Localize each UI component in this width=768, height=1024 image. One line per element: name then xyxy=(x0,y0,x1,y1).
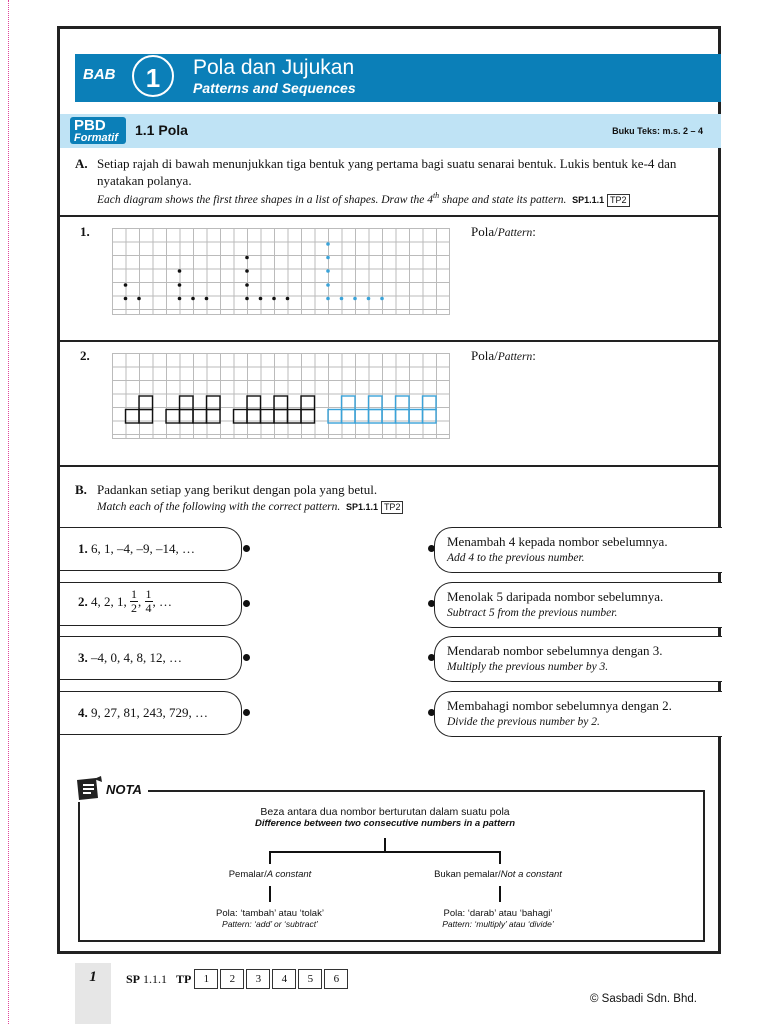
page-number: 1 xyxy=(89,969,97,985)
pattern-text-ms: Mendarab nombor sebelumnya dengan 3. xyxy=(447,643,663,658)
textbook-reference: Buku Teks: m.s. 2 – 4 xyxy=(612,126,703,136)
fraction: 1 4 xyxy=(145,587,152,615)
pattern-text-en: Add 4 to the previous number. xyxy=(447,552,585,564)
divider xyxy=(60,340,721,342)
square-pattern-drawing xyxy=(112,353,452,443)
tp-level-box[interactable]: 3 xyxy=(246,969,270,989)
pattern-text-ms: Menambah 4 kepada nombor sebelumnya. xyxy=(447,534,668,549)
pattern-text-en: Divide the previous number by 2. xyxy=(447,716,600,728)
part-b-text-en: Match each of the following with the correct pattern. SP1.1.1 TP2 xyxy=(75,501,403,514)
sequence-text: 4, 2, 1, xyxy=(91,593,127,609)
nota-label: NOTA xyxy=(106,781,142,797)
pattern-item-3 xyxy=(434,636,722,682)
dot-pattern-drawing xyxy=(112,228,452,318)
tp-tag: TP2 xyxy=(381,501,404,514)
sequence-number: 2. xyxy=(78,593,88,609)
sequence-item-4 xyxy=(60,691,242,735)
sp-code: SP1.1.1 xyxy=(346,502,379,512)
nota-left-branch: Pemalar/A constant xyxy=(228,869,312,880)
chapter-header xyxy=(75,54,721,102)
part-b-instruction xyxy=(75,482,403,514)
question-1-number: 1. xyxy=(80,224,90,239)
part-a-text-ms: Setiap rajah di bawah menunjukkan tiga bentuk yang pertama bagi suatu senarai bentuk. Lukis bentuk ke-4 dan nyatakan polanya. xyxy=(97,156,677,188)
sequence-number: 1. xyxy=(78,541,88,556)
sp-value: 1.1.1 xyxy=(143,971,168,986)
pbd-label: PBD xyxy=(74,117,106,134)
question-1-pattern-label: Pola/Pattern: xyxy=(471,224,536,239)
pbd-sublabel: Formatif xyxy=(74,132,118,144)
pattern-text-en: Subtract 5 from the previous number. xyxy=(447,607,618,619)
part-a-text-en: Each diagram shows the first three shapes in a list of shapes. Draw the 4th shape and state its pattern. SP1.1.1 TP2 xyxy=(75,191,715,207)
sp-label: SP xyxy=(126,971,141,986)
copyright: © Sasbadi Sdn. Bhd. xyxy=(590,993,697,1005)
match-dot[interactable] xyxy=(243,545,250,552)
note-icon xyxy=(74,776,104,802)
nota-header xyxy=(72,776,148,802)
nota-right-branch: Bukan pemalar/Not a constant xyxy=(434,869,562,880)
tp-level-box[interactable]: 6 xyxy=(324,969,348,989)
sequence-number: 3. xyxy=(78,650,88,665)
tp-level-box[interactable]: 2 xyxy=(220,969,244,989)
bab-label: BAB xyxy=(83,66,116,83)
nota-right-result: Pola: ‘darab’ atau ‘bahagi’ Pattern: ‘multiply’ atau ‘divide’ xyxy=(442,908,554,929)
section-header xyxy=(60,114,721,148)
divider xyxy=(60,215,721,217)
sequence-text: 9, 27, 81, 243, 729, … xyxy=(91,705,208,720)
margin-line xyxy=(8,0,9,1024)
sequence-item-3 xyxy=(60,636,242,680)
sp-code: SP1.1.1 xyxy=(572,194,605,205)
part-b-letter: B. xyxy=(75,482,87,497)
part-a-instruction xyxy=(75,155,715,207)
match-dot[interactable] xyxy=(243,709,250,716)
sequence-text: –4, 0, 4, 8, 12, … xyxy=(91,650,182,665)
tp-level-box[interactable]: 4 xyxy=(272,969,296,989)
nota-heading: Beza antara dua nombor berturutan dalam suatu pola Difference between two consecutive numbers in a pattern xyxy=(254,806,516,829)
pbd-badge xyxy=(70,117,126,144)
tp-tag: TP2 xyxy=(607,194,630,207)
footer-sp-tp xyxy=(126,969,350,989)
pattern-item-4 xyxy=(434,691,722,737)
pattern-text-ms: Membahagi nombor sebelumnya dengan 2. xyxy=(447,698,672,713)
part-b-text-ms: Padankan setiap yang berikut dengan pola yang betul. xyxy=(97,482,378,497)
section-title: 1.1 Pola xyxy=(135,122,188,138)
divider xyxy=(60,465,721,467)
chapter-number: 1 xyxy=(132,55,174,97)
tp-label: TP xyxy=(176,971,192,986)
sequence-number: 4. xyxy=(78,705,88,720)
nota-left-result: Pola: ‘tambah’ atau ‘tolak’ Pattern: ‘add’ or ‘subtract’ xyxy=(216,908,324,929)
sequence-item-1 xyxy=(60,527,242,571)
question-2-pattern-label: Pola/Pattern: xyxy=(471,348,536,363)
tp-level-box[interactable]: 5 xyxy=(298,969,322,989)
match-dot[interactable] xyxy=(243,600,250,607)
pattern-text-ms: Menolak 5 daripada nombor sebelumnya. xyxy=(447,589,664,604)
sequence-item-2: 2. 4, 2, 1, 1 2 , 1 4 , … xyxy=(60,582,242,626)
pattern-text-en: Multiply the previous number by 3. xyxy=(447,661,609,673)
fraction: 1 2 xyxy=(131,587,137,615)
pattern-item-2 xyxy=(434,582,722,628)
pattern-item-1 xyxy=(434,527,722,573)
tp-level-box[interactable]: 1 xyxy=(194,969,218,989)
page-number-tab xyxy=(75,963,111,1024)
question-2-number: 2. xyxy=(80,348,90,363)
sequence-text: 6, 1, –4, –9, –14, … xyxy=(91,541,195,556)
match-dot[interactable] xyxy=(243,654,250,661)
chapter-subtitle: Patterns and Sequences xyxy=(193,80,356,96)
chapter-title: Pola dan Jujukan xyxy=(193,56,355,79)
part-a-letter: A. xyxy=(75,156,88,171)
